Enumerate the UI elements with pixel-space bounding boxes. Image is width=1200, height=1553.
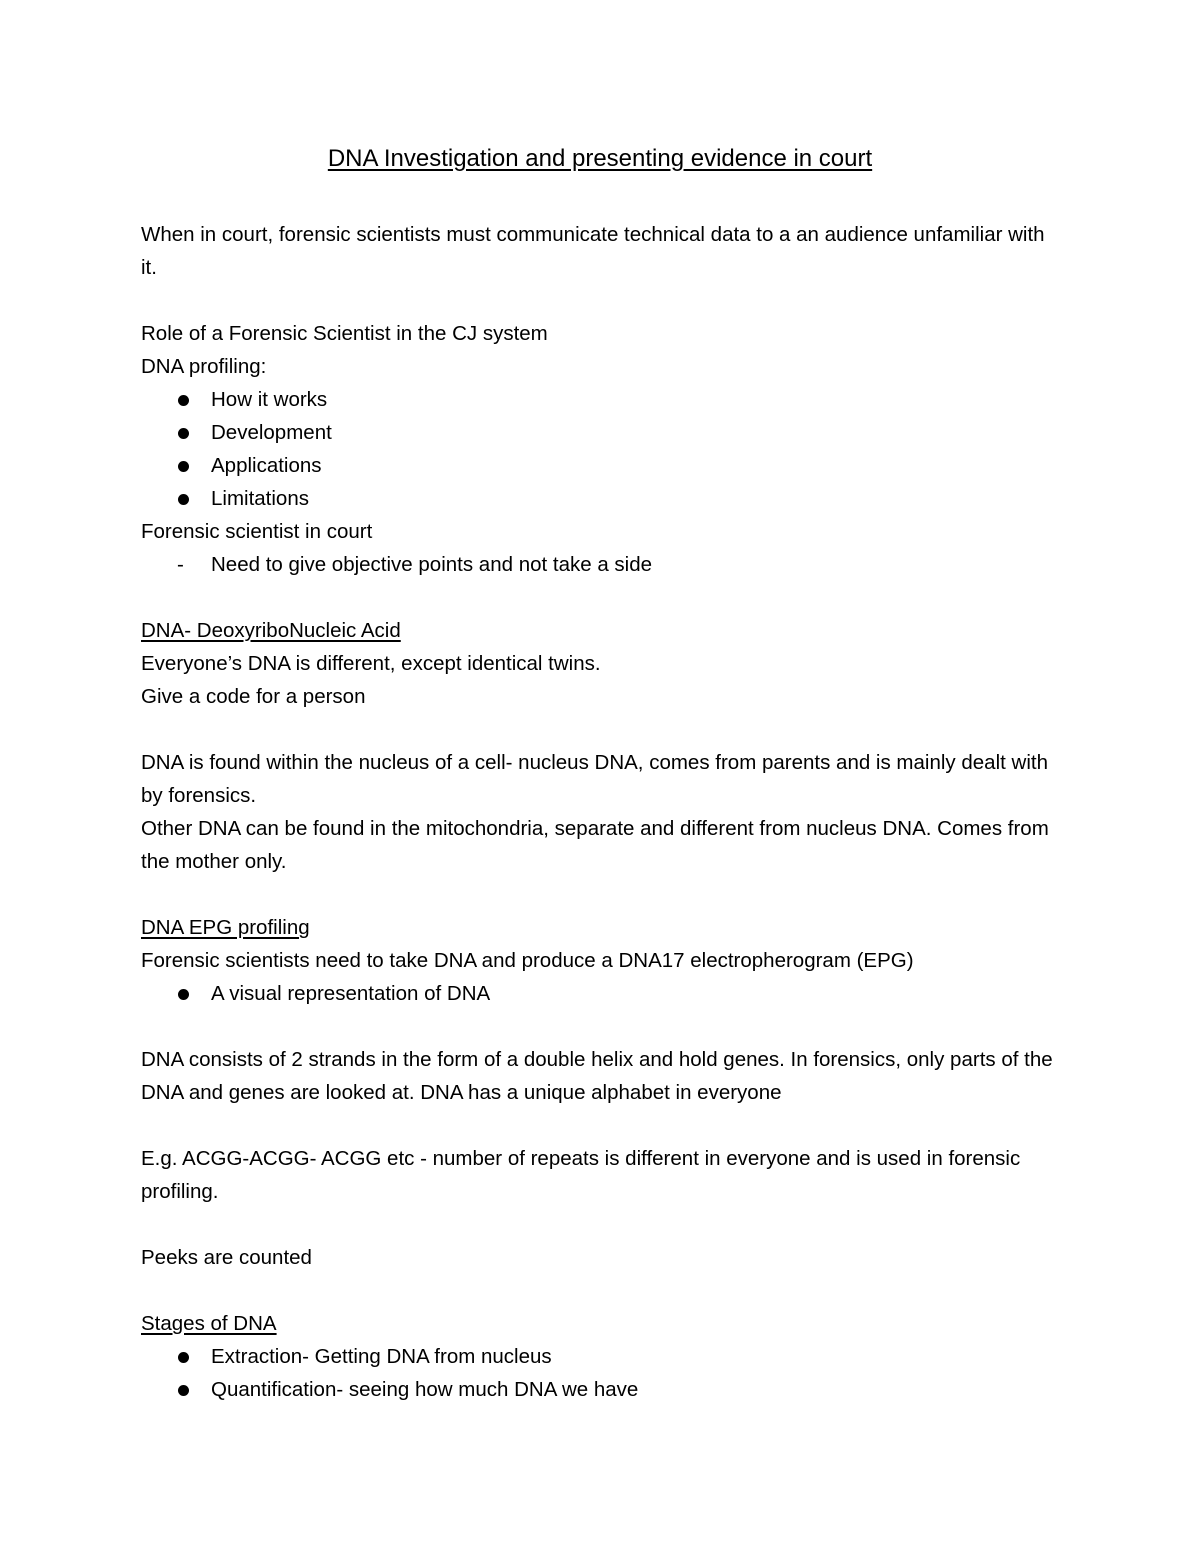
list-item: - Need to give objective points and not take a side	[141, 548, 1061, 581]
profiling-label: DNA profiling:	[141, 355, 267, 378]
dna-line: Give a code for a person	[141, 685, 366, 708]
stages-list	[141, 1340, 1061, 1406]
dna-heading: DNA- DeoxyriboNucleic Acid	[141, 619, 401, 642]
list-item: Limitations	[141, 482, 1061, 515]
epg-list	[141, 977, 1061, 1010]
example-paragraph: E.g. ACGG-ACGG- ACGG etc - number of repeats is different in everyone and is used in forensic profiling.	[141, 1147, 1021, 1203]
spacer	[141, 284, 1061, 317]
court-label: Forensic scientist in court	[141, 520, 373, 543]
role-heading: Role of a Forensic Scientist in the CJ system	[141, 322, 548, 345]
peeks-line: Peeks are counted	[141, 1246, 312, 1269]
spacer	[141, 1010, 1061, 1043]
list-item: Development	[141, 416, 1061, 449]
document-body	[141, 218, 1061, 1406]
profiling-list	[141, 383, 1061, 515]
list-item: Extraction- Getting DNA from nucleus	[141, 1340, 1061, 1373]
spacer	[141, 878, 1061, 911]
list-item: How it works	[141, 383, 1061, 416]
list-item: Applications	[141, 449, 1061, 482]
intro-paragraph: When in court, forensic scientists must communicate technical data to a an audience unfamiliar with it.	[141, 223, 1045, 279]
mitochondria-paragraph: Other DNA can be found in the mitochondria, separate and different from nucleus DNA. Comes from the mother only.	[141, 817, 1049, 873]
epg-line: Forensic scientists need to take DNA and produce a DNA17 electropherogram (EPG)	[141, 949, 914, 972]
court-list	[141, 548, 1061, 581]
spacer	[141, 581, 1061, 614]
spacer	[141, 1109, 1061, 1142]
list-item: Quantification- seeing how much DNA we have	[141, 1373, 1061, 1406]
document-title: DNA Investigation and presenting evidence in court	[327, 145, 873, 172]
stages-heading: Stages of DNA	[141, 1312, 277, 1335]
epg-heading: DNA EPG profiling	[141, 916, 310, 939]
list-item: A visual representation of DNA	[141, 977, 1061, 1010]
dna-line: Everyone’s DNA is different, except identical twins.	[141, 652, 601, 675]
spacer	[141, 1274, 1061, 1307]
spacer	[141, 713, 1061, 746]
strands-paragraph: DNA consists of 2 strands in the form of a double helix and hold genes. In forensics, only parts of the DNA and genes are looked at. DNA has a unique alphabet in everyone	[141, 1048, 1053, 1104]
spacer	[141, 1208, 1061, 1241]
nucleus-paragraph: DNA is found within the nucleus of a cell- nucleus DNA, comes from parents and is mainly dealt with by forensics.	[141, 751, 1048, 807]
